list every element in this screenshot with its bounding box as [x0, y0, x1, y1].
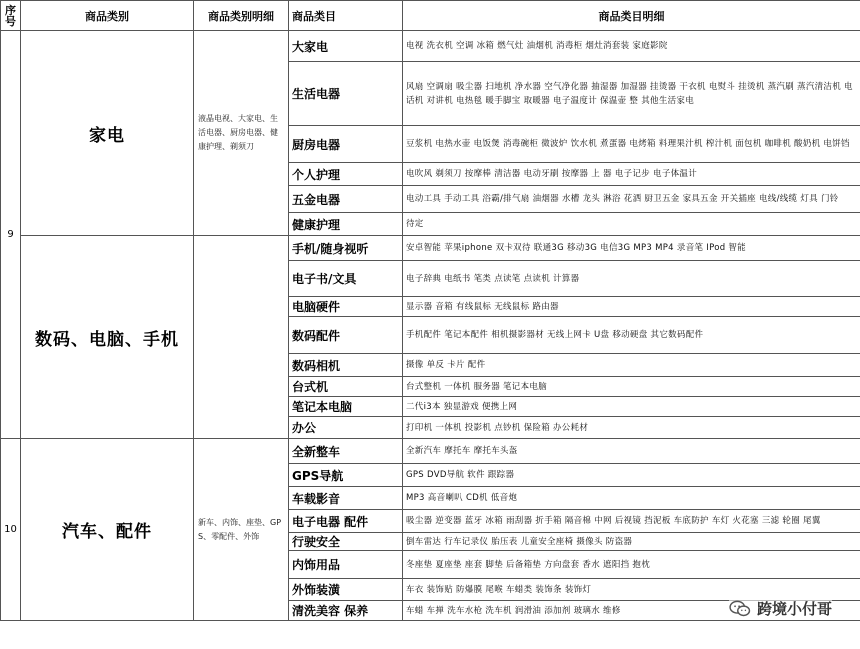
table-row [1, 236, 860, 261]
header-row [1, 1, 860, 31]
subcategory-name: 台式机 [289, 377, 403, 397]
subcategory-name: 内饰用品 [289, 551, 403, 579]
watermark-text: 跨境小付哥 [756, 600, 832, 618]
subcategory-name: 生活电器 [289, 62, 403, 126]
subcategory-detail: 电子辞典 电纸书 笔类 点读笔 点读机 计算器 [403, 261, 860, 297]
subcategory-name: 个人护理 [289, 163, 403, 186]
subcategory-detail: 倒车雷达 行车记录仪 胎压表 儿童安全座椅 摄像头 防盗器 [403, 533, 860, 551]
subcategory-name: 办公 [289, 417, 403, 439]
subcategory-name: 数码配件 [289, 317, 403, 354]
header-category: 商品类别 [21, 1, 194, 31]
subcategory-name: 清洗美容 保养 [289, 601, 403, 621]
subcategory-name: GPS导航 [289, 464, 403, 487]
subcategory-name: 全新整车 [289, 439, 403, 464]
subcategory-name: 五金电器 [289, 186, 403, 213]
subcategory-detail: 全新汽车 摩托车 摩托车头盔 [403, 439, 860, 464]
subcategory-name: 手机/随身视听 [289, 236, 403, 261]
subcategory-detail: 车衣 装饰贴 防爆膜 尾喉 车蜡类 装饰条 装饰灯 [403, 579, 860, 601]
subcategory-detail: 冬座垫 夏座垫 座套 脚垫 后备箱垫 方向盘套 香水 遮阳挡 抱枕 [403, 551, 860, 579]
group-category: 数码、电脑、手机 [21, 236, 194, 439]
watermark [729, 598, 832, 619]
subcategory-name: 厨房电器 [289, 126, 403, 163]
subcategory-detail: 手机配件 笔记本配件 相机摄影器材 无线上网卡 U盘 移动硬盘 其它数码配件 [403, 317, 860, 354]
subcategory-detail: 安卓智能 苹果iphone 双卡双待 联通3G 移动3G 电信3G MP3 MP4 录音笔 IPod 智能 [403, 236, 860, 261]
header-subcategory-detail: 商品类目明细 [403, 1, 860, 31]
subcategory-detail: 豆浆机 电热水壶 电饭煲 消毒碗柜 微波炉 饮水机 煮蛋器 电烤箱 料理果汁机 榨汁机 面包机 咖啡机 酸奶机 电饼铛 [403, 126, 860, 163]
subcategory-detail: 台式整机 一体机 服务器 笔记本电脑 [403, 377, 860, 397]
group-category: 家电 [21, 31, 194, 236]
subcategory-name: 电脑硬件 [289, 297, 403, 317]
subcategory-detail: 待定 [403, 213, 860, 236]
subcategory-detail: GPS DVD导航 软件 跟踪器 [403, 464, 860, 487]
group-category-detail [194, 236, 289, 439]
subcategory-detail: MP3 高音喇叭 CD机 低音炮 [403, 487, 860, 510]
group-index: 9 [1, 31, 21, 439]
header-category-detail: 商品类别明细 [194, 1, 289, 31]
subcategory-detail: 电吹风 剃须刀 按摩棒 清洁器 电动牙刷 按摩器 上 器 电子记步 电子体温计 [403, 163, 860, 186]
subcategory-name: 电子电器 配件 [289, 510, 403, 533]
subcategory-detail: 二代i3本 独显游戏 便携上网 [403, 397, 860, 417]
subcategory-name: 数码相机 [289, 354, 403, 377]
group-index: 10 [1, 439, 21, 621]
group-category-detail: 新车、内饰、座垫、GPS、零配件、外饰 [194, 439, 289, 621]
subcategory-detail: 摄像 单反 卡片 配件 [403, 354, 860, 377]
subcategory-name: 电子书/文具 [289, 261, 403, 297]
wechat-icon [729, 600, 751, 618]
table-row [1, 439, 860, 464]
subcategory-name: 车载影音 [289, 487, 403, 510]
subcategory-name: 外饰装潢 [289, 579, 403, 601]
subcategory-name: 大家电 [289, 31, 403, 62]
subcategory-name: 笔记本电脑 [289, 397, 403, 417]
subcategory-detail: 电动工具 手动工具 浴霸/排气扇 油烟器 水槽 龙头 淋浴 花洒 厨卫五金 家具五金 开关插座 电线/线缆 灯具 门铃 [403, 186, 860, 213]
header-index: 序号 [1, 1, 21, 31]
subcategory-name: 行驶安全 [289, 533, 403, 551]
header-subcategory: 商品类目 [289, 1, 403, 31]
group-category: 汽车、配件 [21, 439, 194, 621]
subcategory-detail: 风扇 空调扇 吸尘器 扫地机 净水器 空气净化器 抽湿器 加湿器 挂烫器 干衣机 电熨斗 挂烫机 蒸汽刷 蒸汽清洁机 电话机 对讲机 电热毯 暖手脚宝 取暖器 电子温度计 保温壶 整 其他生活家电 [403, 62, 860, 126]
group-category-detail: 液晶电视、大家电、生活电器、厨房电器、健康护理、剃须刀 [194, 31, 289, 236]
subcategory-detail: 显示器 音箱 有线鼠标 无线鼠标 路由器 [403, 297, 860, 317]
subcategory-name: 健康护理 [289, 213, 403, 236]
table-row [1, 31, 860, 62]
subcategory-detail: 车蜡 车掸 洗车水枪 洗车机 润滑油 添加剂 玻璃水 维修 [403, 601, 860, 621]
subcategory-detail: 电视 洗衣机 空调 冰箱 燃气灶 油烟机 消毒柜 烟灶消套装 家庭影院 [403, 31, 860, 62]
subcategory-detail: 吸尘器 逆变器 蓝牙 冰箱 雨刮器 折手箱 隔音棉 中网 后视镜 挡泥板 车底防护 车灯 火花塞 三滤 轮圈 尾翼 [403, 510, 860, 533]
subcategory-detail: 打印机 一体机 投影机 点钞机 保险箱 办公耗材 [403, 417, 860, 439]
